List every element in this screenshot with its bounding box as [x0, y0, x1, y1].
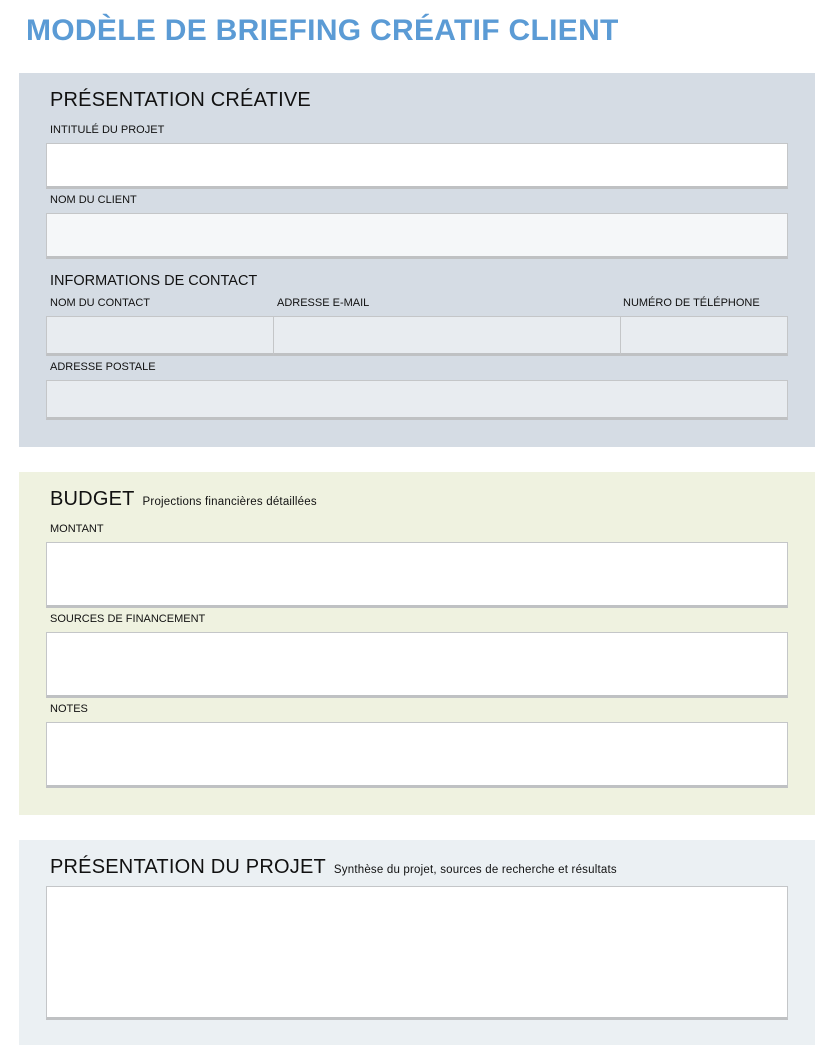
contact-name-label: NOM DU CONTACT — [50, 297, 151, 309]
budget-heading — [50, 488, 317, 511]
project-overview-title: PRÉSENTATION DU PROJET — [50, 856, 326, 878]
contact-info-heading: INFORMATIONS DE CONTACT — [50, 273, 258, 289]
notes-input[interactable] — [46, 722, 788, 788]
budget-subtitle: Projections financières détaillées — [142, 496, 317, 508]
funding-sources-label: SOURCES DE FINANCEMENT — [50, 613, 206, 625]
page-title: MODÈLE DE BRIEFING CRÉATIF CLIENT — [26, 14, 619, 47]
project-overview-subtitle: Synthèse du projet, sources de recherche et résultats — [333, 864, 617, 876]
contact-name-input[interactable] — [46, 316, 274, 356]
postal-address-input[interactable] — [46, 380, 788, 420]
email-input[interactable] — [273, 316, 621, 356]
amount-label: MONTANT — [50, 523, 104, 535]
project-overview-heading — [50, 856, 617, 879]
postal-address-label: ADRESSE POSTALE — [50, 361, 156, 373]
project-title-label: INTITULÉ DU PROJET — [50, 124, 165, 136]
project-overview-input[interactable] — [46, 886, 788, 1020]
project-title-input[interactable] — [46, 143, 788, 189]
notes-label: NOTES — [50, 703, 88, 715]
budget-title: BUDGET — [50, 488, 135, 510]
phone-input[interactable] — [620, 316, 788, 356]
client-name-label: NOM DU CLIENT — [50, 194, 137, 206]
amount-input[interactable] — [46, 542, 788, 608]
client-name-input[interactable] — [46, 213, 788, 259]
phone-label: NUMÉRO DE TÉLÉPHONE — [623, 297, 760, 309]
funding-sources-input[interactable] — [46, 632, 788, 698]
email-label: ADRESSE E-MAIL — [277, 297, 370, 309]
creative-overview-heading: PRÉSENTATION CRÉATIVE — [50, 89, 311, 111]
